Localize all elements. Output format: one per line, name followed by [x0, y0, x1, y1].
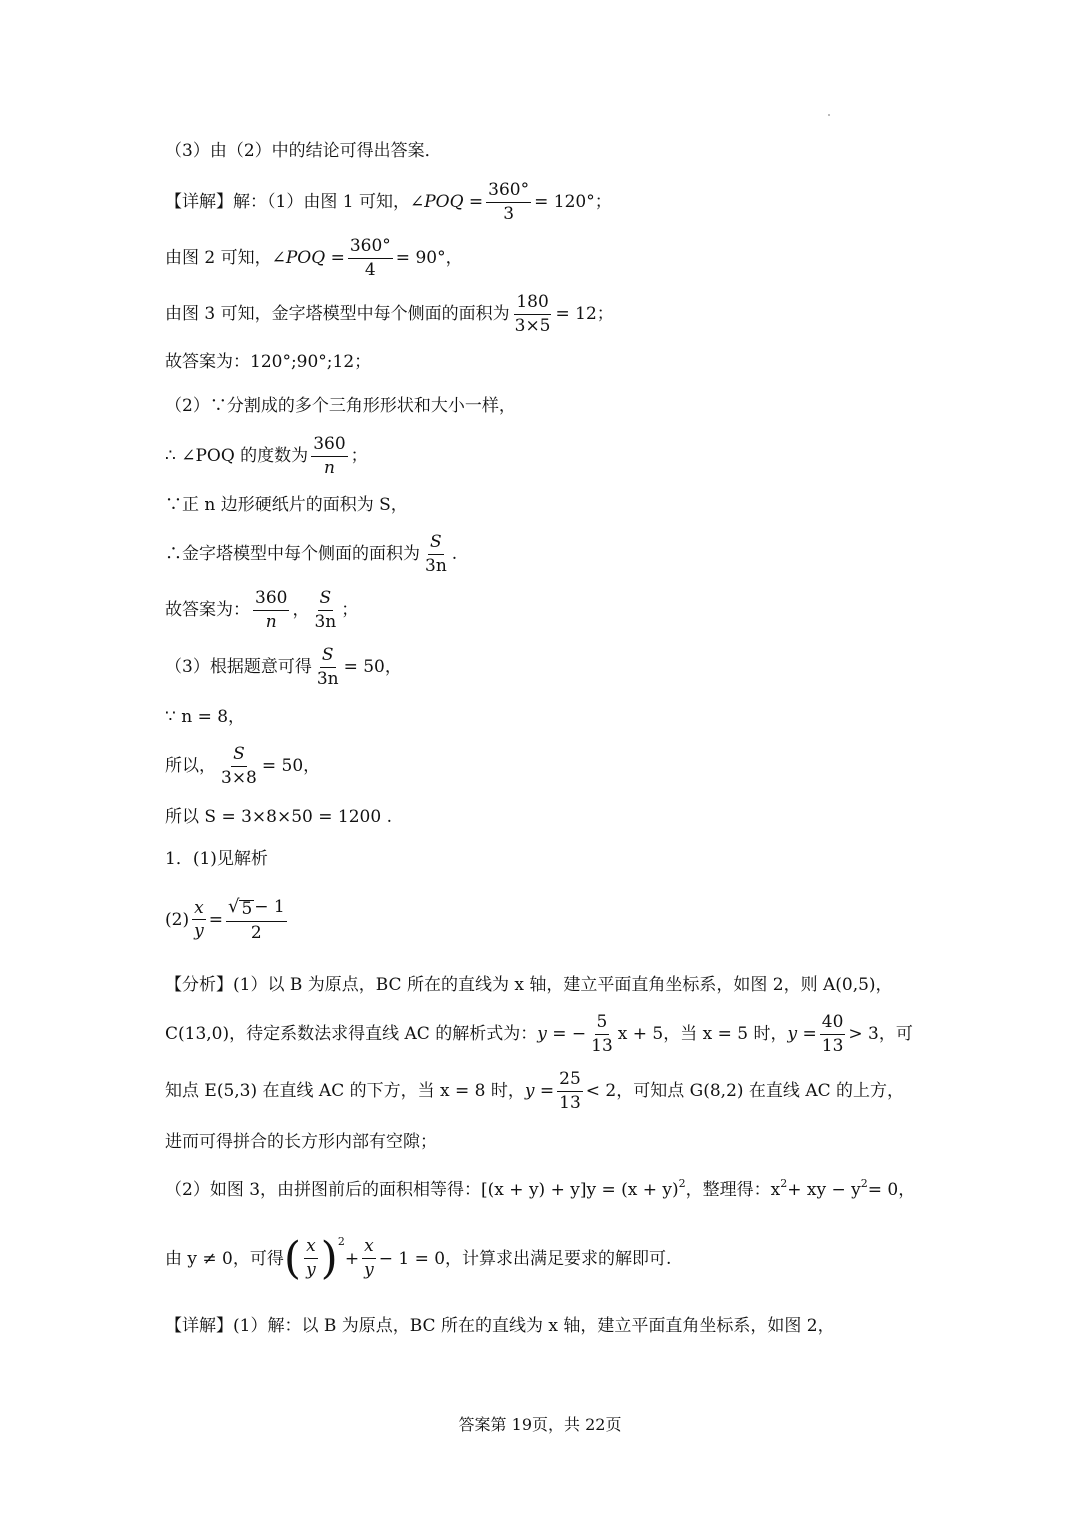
fraction: $\frac{40}{13}$ [821, 1012, 844, 1056]
text-line-18: C(13,0)，待定系数法求得直线 AC 的解析式为： y = − $\frac{5}{13}$ x + 5，当 x = 5 时， y = $\frac{40}{13}$ > 3，可 [165, 1012, 913, 1056]
text-line-8: ∵正 n 边形硬纸片的面积为 S， [165, 495, 408, 515]
text-line-16: (2) $\frac{x}{y}$ = √ 5 − 1 2 [165, 896, 285, 943]
fraction: $\frac{x}{y}$ [364, 1236, 374, 1280]
fraction: $\frac{S}{3n}$ [316, 645, 339, 689]
fraction: $\frac{S}{3n}$ [314, 588, 337, 632]
fraction: $\frac{25}{13}$ [559, 1069, 581, 1113]
text-line-4: 由图 3 可知，金字塔模型中每个侧面的面积为 $\frac{180}{3\times 5}$ = 12； [165, 292, 614, 336]
text-line-2: 【详解】解：（1）由图 1 可知， ∠POQ = $\frac{360^\circ}{3}$ = 120°； [165, 180, 612, 224]
text-line-9: ∴金字塔模型中每个侧面的面积为 $\frac{S}{3n}$ . [165, 532, 458, 576]
text-line-14: 所以 S = 3×8×50 = 1200 . [165, 807, 392, 827]
fraction: $\frac{x}{y}$ [194, 897, 204, 942]
speck-mark [828, 114, 830, 116]
text-line-19: 知点 E(5,3) 在直线 AC 的下方，当 x = 8 时， y = $\frac{25}{13}$ < 2，可知点 G(8,2) 在直线 AC 的上方， [165, 1069, 905, 1113]
text-line-17: 【分析】(1）以 B 为原点，BC 所在的直线为 x 轴，建立平面直角坐标系，如图 2，则 A(0,5)， [165, 975, 893, 995]
sqrt-symbol: √ 5 [227, 896, 253, 919]
text-line-21: （2）如图 3，由拼图前后的面积相等得：[(x + y) + y]y = (x + y) 2 ，整理得：x 2 + xy − y 2 = 0， [165, 1177, 916, 1200]
text-line-23: 【详解】(1）解：以 B 为原点，BC 所在的直线为 x 轴，建立平面直角坐标系，如图 2， [165, 1316, 835, 1336]
text-line-7: ∴ ∠POQ 的度数为 $\frac{360}{n}$ ； [165, 434, 368, 478]
page-footer: 答案第 19页，共 22页 [458, 1415, 622, 1434]
fraction: $\frac{180}{3\times 5}$ [514, 292, 551, 336]
fraction: $\frac{360^\circ}{4}$ [349, 236, 391, 280]
fraction: $\frac{360}{n}$ [255, 588, 288, 632]
parenthesized-fraction: ( $\frac{x}{y}$ ) 2 [283, 1233, 345, 1284]
fraction: $\frac{S}{3\times 8}$ [221, 744, 257, 788]
fraction: $\frac{5}{13}$ [591, 1012, 613, 1056]
text-line-15: 1．(1)见解析 [165, 849, 268, 869]
text-line-5: 故答案为：120°;90°;12； [165, 352, 372, 372]
text-line-3: 由图 2 可知， ∠POQ = $\frac{360^\circ}{4}$ = 90°， [165, 236, 463, 280]
fraction: $\frac{360^\circ}{3}$ [488, 180, 530, 224]
text-line-10: 故答案为： $\frac{360}{n}$ ， $\frac{S}{3n}$ ； [165, 588, 359, 632]
text-line-11: （3）根据题意可得 $\frac{S}{3n}$ = 50， [165, 645, 402, 689]
fraction: √ 5 − 1 2 [227, 896, 285, 943]
text-line-6: （2）∵分割成的多个三角形形状和大小一样， [165, 396, 516, 416]
fraction: $\frac{360}{n}$ [313, 434, 346, 478]
text-line-22: 由 y ≠ 0，可得 ( $\frac{x}{y}$ ) 2 + $\frac{x}{y}$ − 1 = 0，计算求出满足要求的解即可. [165, 1233, 672, 1284]
text-line-20: 进而可得拼合的长方形内部有空隙； [165, 1132, 437, 1152]
text-line-1: （3）由（2）中的结论可得出答案． [165, 141, 442, 161]
text-line-13: 所以， $\frac{S}{3\times 8}$ = 50， [165, 744, 321, 788]
text-line-12: ∵ n = 8， [165, 707, 246, 727]
fraction: $\frac{S}{3n}$ [425, 532, 447, 576]
